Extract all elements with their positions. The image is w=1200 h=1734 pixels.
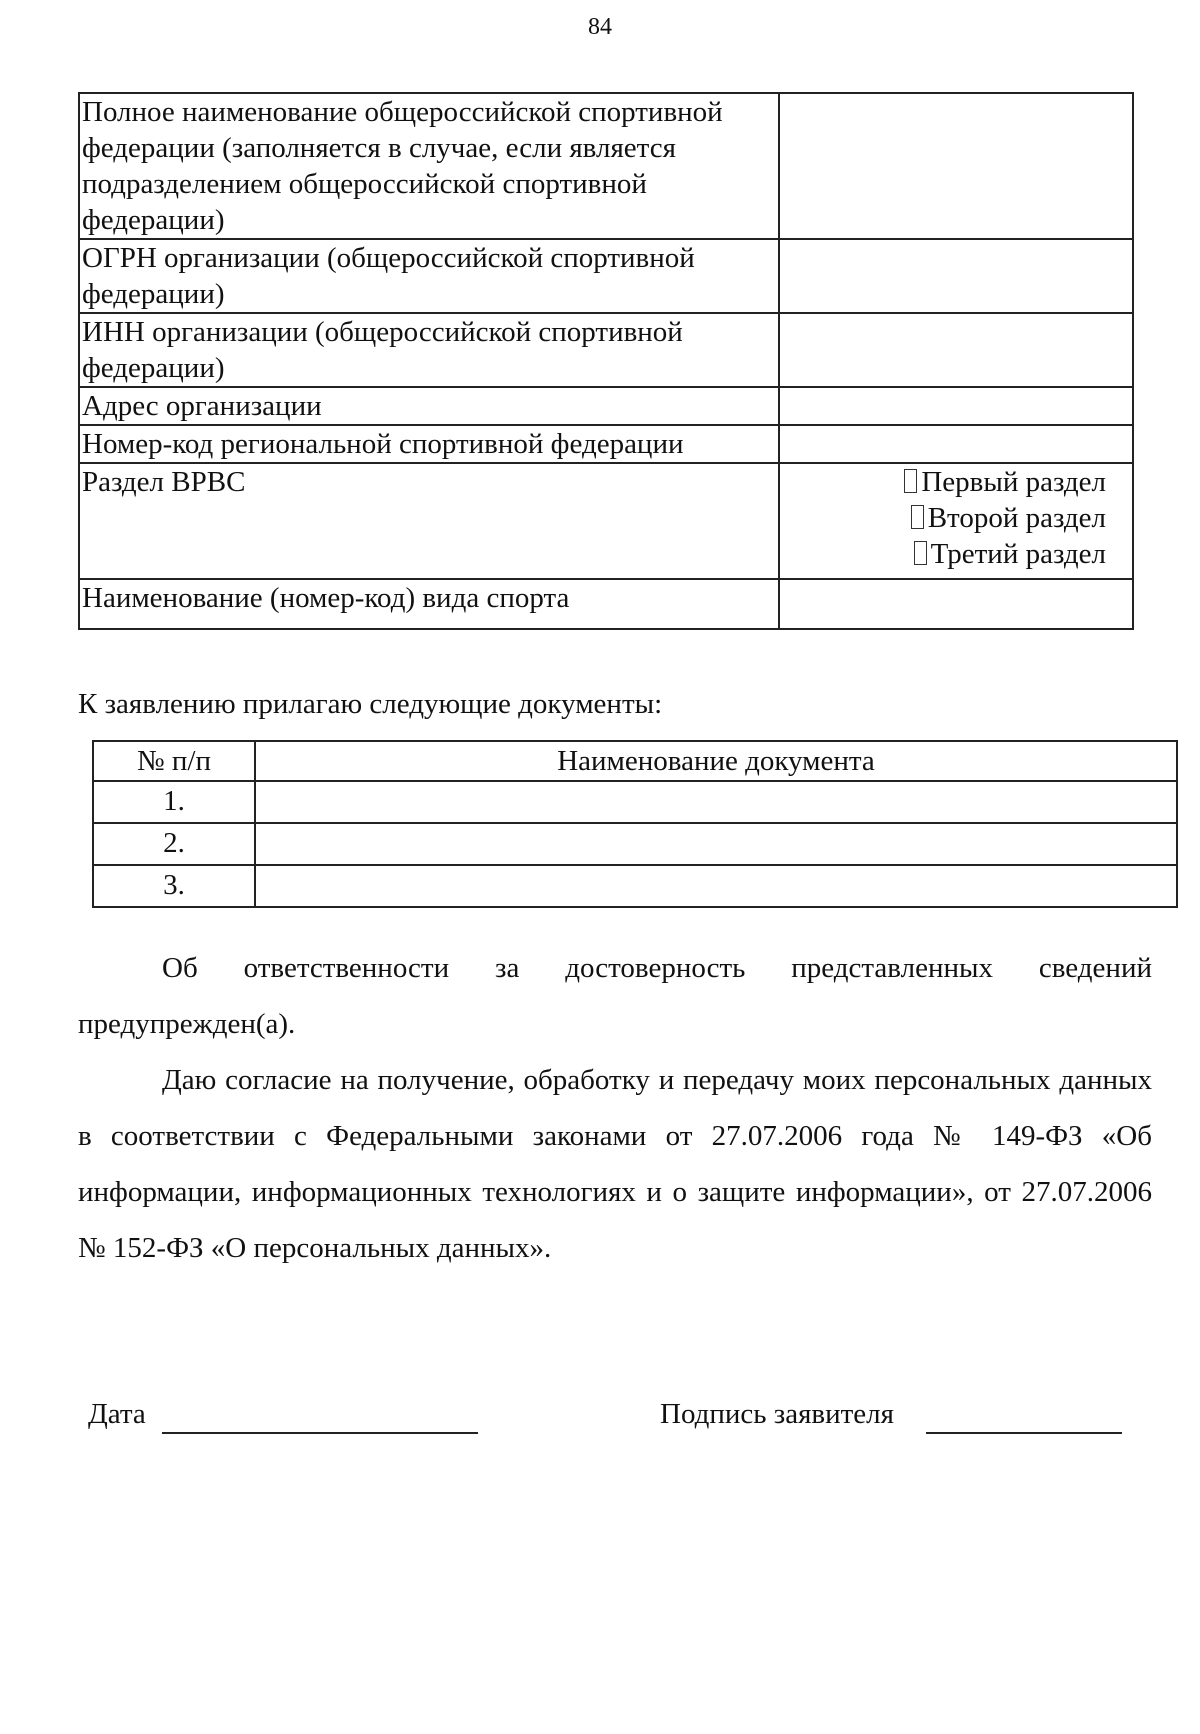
signature-label: Подпись заявителя [660, 1398, 894, 1430]
field-label-regional-code: Номер-код региональной спортивной федерации [79, 425, 779, 463]
table-row [79, 579, 1133, 629]
row-number: 1. [93, 781, 255, 823]
table-row [79, 425, 1133, 463]
field-value-full-federation-name[interactable] [779, 93, 1133, 239]
page-number: 84 [588, 14, 612, 40]
option-third-section[interactable] [782, 536, 1130, 572]
field-value-inn[interactable] [779, 313, 1133, 387]
document-name-cell[interactable] [255, 781, 1177, 823]
table-row [79, 93, 1133, 239]
table-row [93, 823, 1177, 865]
table-row [79, 387, 1133, 425]
signature-field-line[interactable] [926, 1432, 1122, 1434]
table-row [79, 313, 1133, 387]
documents-intro: К заявлению прилагаю следующие документы: [78, 688, 663, 720]
field-label-address: Адрес организации [79, 387, 779, 425]
vrvs-section-options [779, 463, 1133, 579]
field-value-ogrn[interactable] [779, 239, 1133, 313]
column-header-document-name: Наименование документа [255, 741, 1177, 781]
option-label: Первый раздел [921, 466, 1106, 498]
option-second-section[interactable] [782, 500, 1130, 536]
field-label-ogrn: ОГРН организации (общероссийской спортивной федерации) [79, 239, 779, 313]
field-label-inn: ИНН организации (общероссийской спортивной федерации) [79, 313, 779, 387]
checkbox-icon[interactable] [914, 541, 927, 565]
field-label-sport-name: Наименование (номер-код) вида спорта [79, 579, 779, 629]
table-row [93, 781, 1177, 823]
consent-statement: Даю согласие на получение, обработку и передачу моих персональных данных в соответствии с Федеральными законами от 27.07.2006 года № 149-ФЗ «Об информации, информационных технологиях и о защите информации», от 27.07.2006 № 152-ФЗ «О персональных данных». [78, 1064, 1152, 1264]
row-number: 3. [93, 865, 255, 907]
option-label: Третий раздел [930, 538, 1106, 570]
date-field-line[interactable] [162, 1432, 478, 1434]
document-name-cell[interactable] [255, 865, 1177, 907]
option-label: Второй раздел [927, 502, 1106, 534]
field-value-regional-code[interactable] [779, 425, 1133, 463]
table-row [79, 463, 1133, 579]
document-name-cell[interactable] [255, 823, 1177, 865]
field-label-full-federation-name: Полное наименование общероссийской спортивной федерации (заполняется в случае, если является подразделением общероссийской спортивной федерации) [79, 93, 779, 239]
date-label: Дата [88, 1398, 146, 1430]
field-value-sport-name[interactable] [779, 579, 1133, 629]
column-header-number: № п/п [93, 741, 255, 781]
field-label-vrvs-section: Раздел ВРВС [79, 463, 779, 579]
table-row [79, 239, 1133, 313]
documents-table [92, 740, 1178, 908]
table-header-row [93, 741, 1177, 781]
row-number: 2. [93, 823, 255, 865]
checkbox-icon[interactable] [904, 469, 917, 493]
option-first-section[interactable] [782, 464, 1130, 500]
checkbox-icon[interactable] [911, 505, 924, 529]
applicant-info-table [78, 92, 1134, 630]
responsibility-statement: Об ответственности за достоверность представленных сведений предупрежден(а). [78, 952, 1152, 1040]
field-value-address[interactable] [779, 387, 1133, 425]
table-row [93, 865, 1177, 907]
